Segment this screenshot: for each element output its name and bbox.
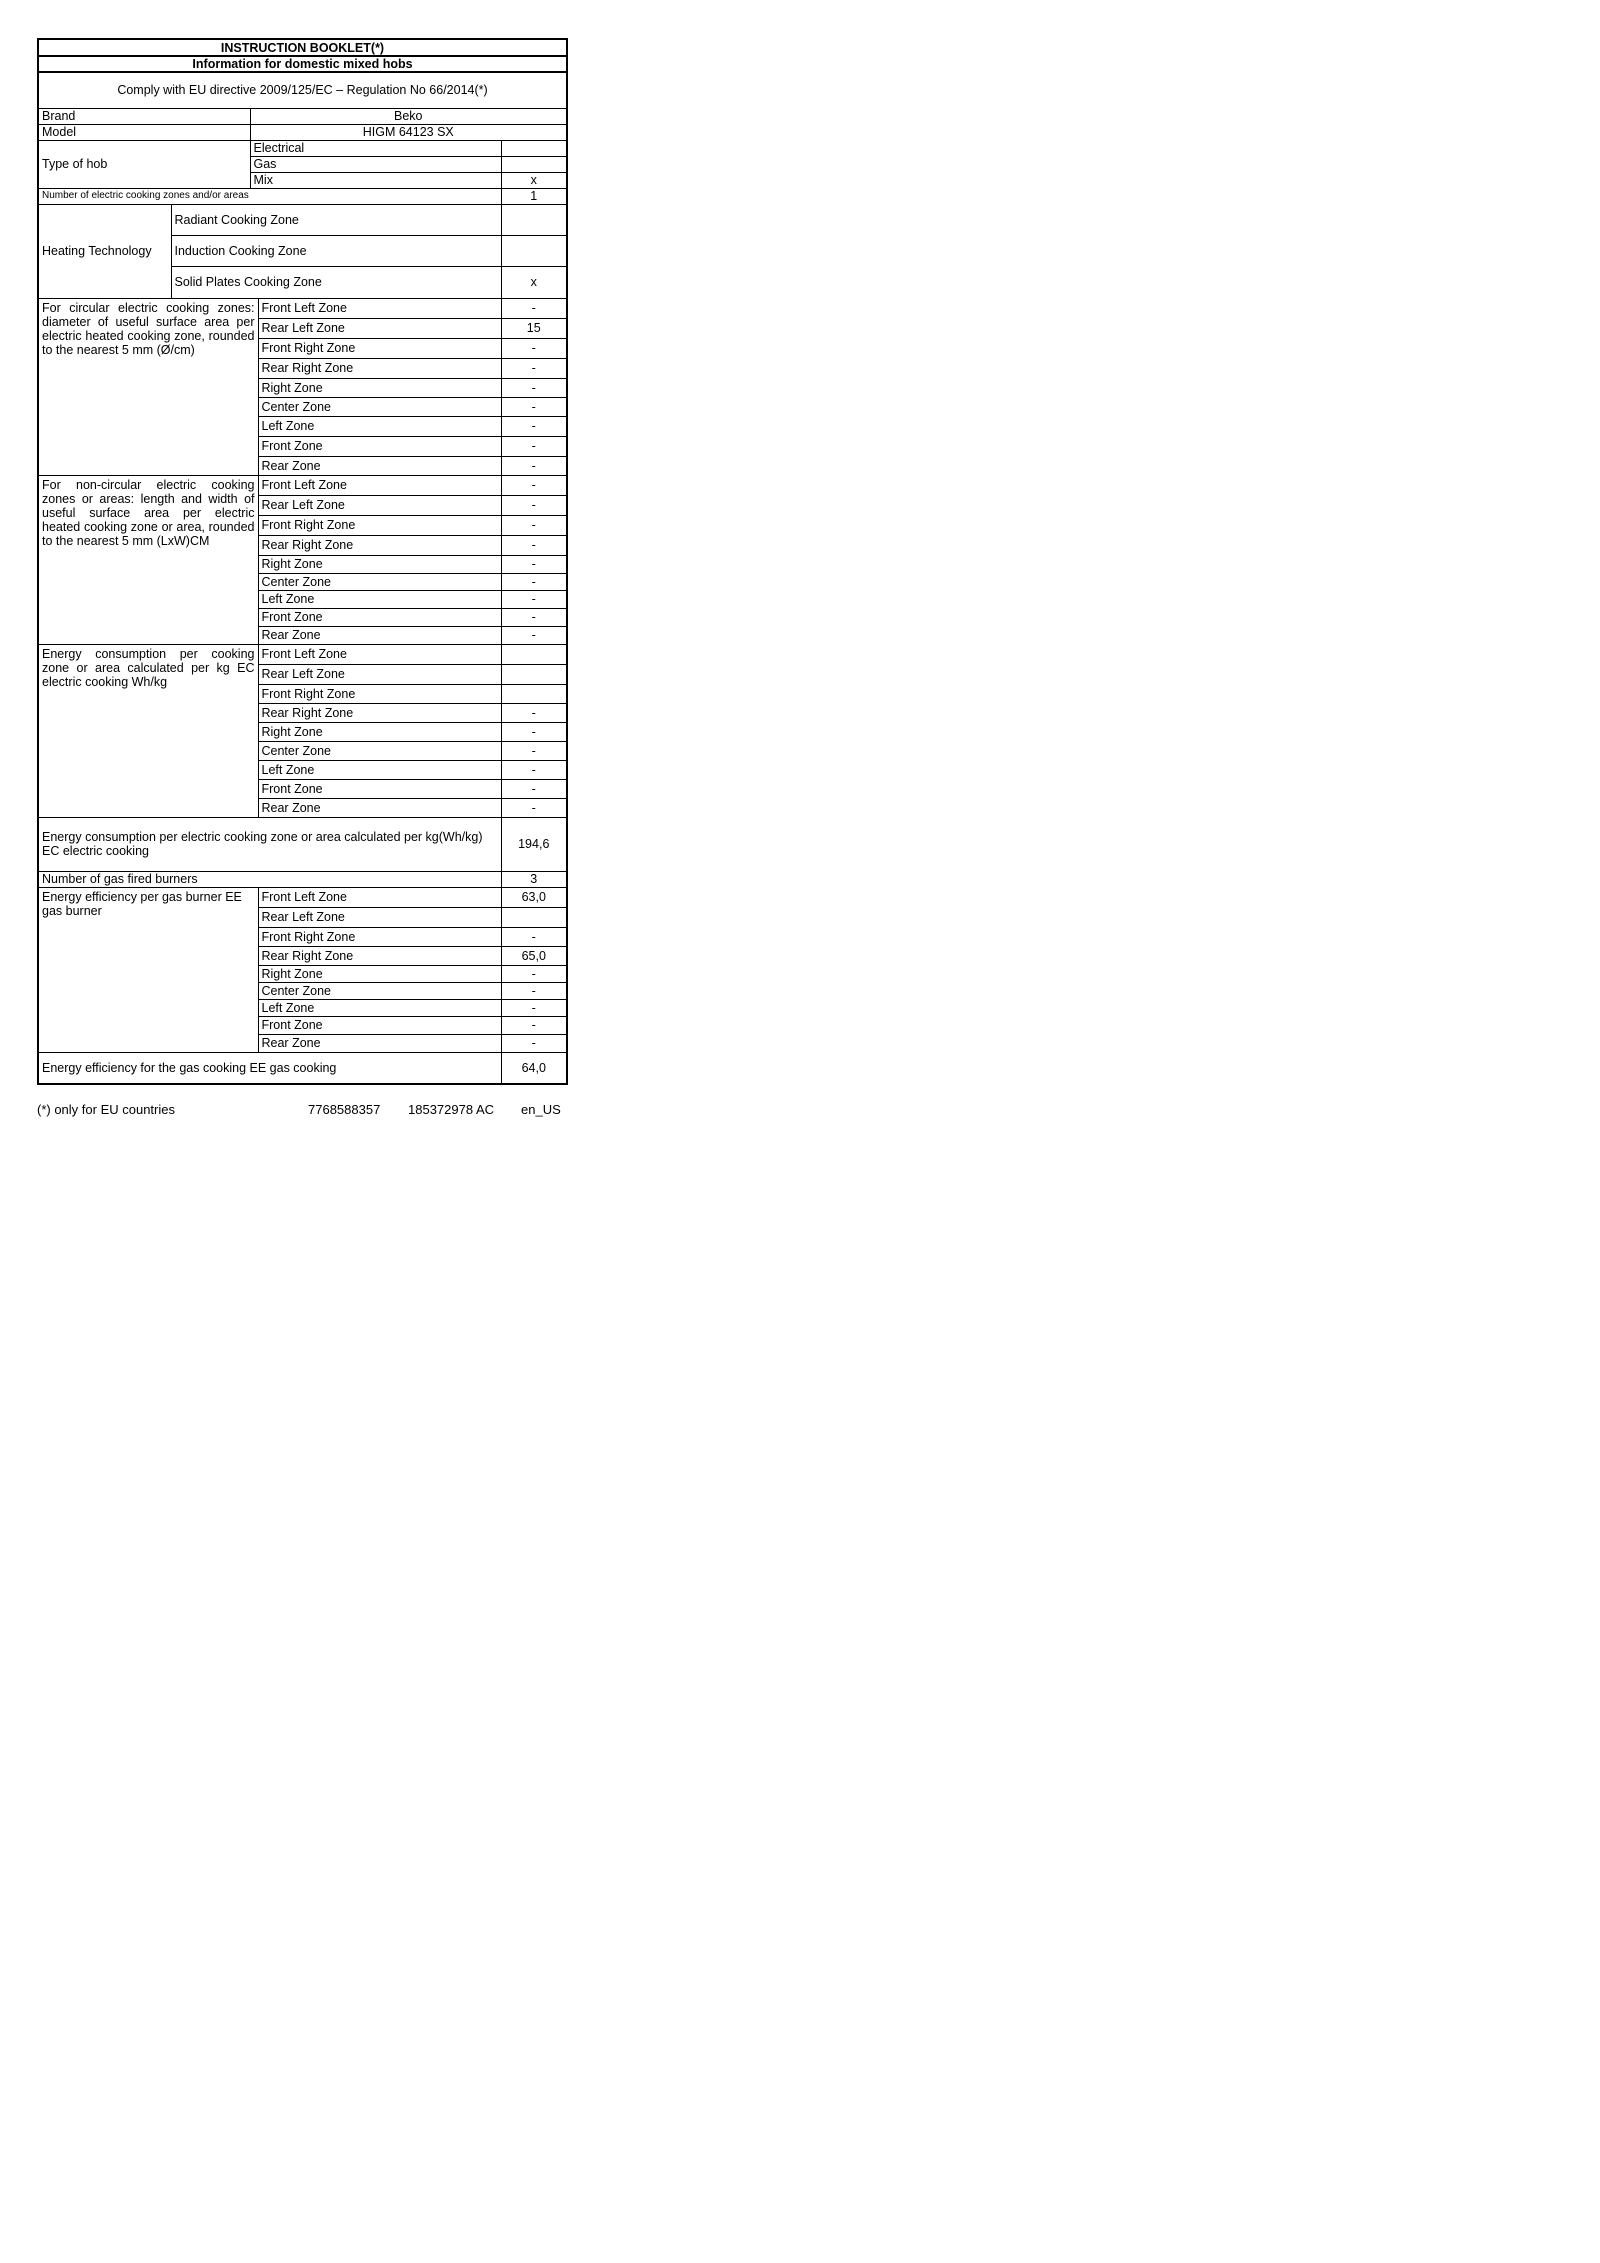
heating-technology-option: Induction Cooking Zone: [171, 235, 501, 266]
hob-type-mark: x: [501, 172, 567, 188]
model-value: HIGM 64123 SX: [250, 124, 567, 140]
zone-name: Front Left Zone: [258, 475, 501, 495]
zone-value: -: [501, 779, 567, 798]
zone-name: Rear Left Zone: [258, 495, 501, 515]
compliance-note: Comply with EU directive 2009/125/EC – Regulation No 66/2014(*): [38, 72, 567, 108]
hob-type-option: Gas: [250, 156, 501, 172]
zone-name: Rear Left Zone: [258, 907, 501, 927]
zone-value: [501, 644, 567, 664]
footer-code: 185372978 AC: [408, 1102, 495, 1117]
heating-technology-mark: [501, 204, 567, 235]
booklet-title: INSTRUCTION BOOKLET(*): [38, 39, 567, 56]
zone-value: -: [501, 927, 567, 946]
footer-code: 7768588357: [308, 1102, 381, 1117]
zone-name: Rear Zone: [258, 1034, 501, 1052]
zone-name: Rear Right Zone: [258, 358, 501, 378]
gas-burners-count-value: 3: [501, 871, 567, 887]
zone-name: Front Right Zone: [258, 927, 501, 946]
zone-name: Rear Right Zone: [258, 946, 501, 965]
zone-value: -: [501, 495, 567, 515]
zone-value: -: [501, 1016, 567, 1034]
energy-total-value: 194,6: [501, 817, 567, 871]
zone-value: -: [501, 1034, 567, 1052]
electric-zones-count-label: Number of electric cooking zones and/or areas: [38, 188, 501, 204]
zone-name: Right Zone: [258, 965, 501, 982]
zone-value: -: [501, 456, 567, 475]
zone-value: [501, 684, 567, 703]
zone-value: -: [501, 741, 567, 760]
zone-value: -: [501, 608, 567, 626]
zone-name: Front Left Zone: [258, 887, 501, 907]
zone-name: Front Zone: [258, 608, 501, 626]
zone-value: -: [501, 999, 567, 1016]
zone-name: Front Right Zone: [258, 338, 501, 358]
zone-value: -: [501, 515, 567, 535]
hob-info-table: [37, 38, 568, 1085]
zone-name: Rear Zone: [258, 798, 501, 817]
zone-name: Rear Left Zone: [258, 318, 501, 338]
hob-type-option: Mix: [250, 172, 501, 188]
gas-efficiency-label: Energy efficiency per gas burner EE gas burner: [38, 887, 258, 1052]
zone-value: 65,0: [501, 946, 567, 965]
zone-value: -: [501, 722, 567, 741]
zone-name: Front Zone: [258, 779, 501, 798]
zone-value: -: [501, 703, 567, 722]
zone-value: -: [501, 626, 567, 644]
zone-name: Rear Zone: [258, 456, 501, 475]
zone-value: -: [501, 436, 567, 456]
hob-information-sheet: [37, 38, 566, 1085]
zone-name: Center Zone: [258, 573, 501, 590]
zone-name: Right Zone: [258, 722, 501, 741]
zone-value: -: [501, 338, 567, 358]
zone-value: -: [501, 535, 567, 555]
heating-technology-mark: [501, 235, 567, 266]
zone-value: [501, 907, 567, 927]
zone-value: 63,0: [501, 887, 567, 907]
footer-note: (*) only for EU countries: [37, 1102, 175, 1117]
zone-name: Rear Left Zone: [258, 664, 501, 684]
zone-value: -: [501, 590, 567, 608]
energy-per-zone-label: Energy consumption per cooking zone or area calculated per kg EC electric cooking Wh/kg: [38, 644, 258, 817]
zone-value: [501, 664, 567, 684]
page-footer: [37, 1100, 566, 1120]
electric-zones-count-value: 1: [501, 188, 567, 204]
zone-value: -: [501, 358, 567, 378]
zone-name: Front Right Zone: [258, 684, 501, 703]
zone-name: Left Zone: [258, 999, 501, 1016]
zone-name: Rear Right Zone: [258, 703, 501, 722]
circular-zones-label: For circular electric cooking zones: diameter of useful surface area per electric heated cooking zone, rounded to the nearest 5 mm (Ø/cm): [38, 298, 258, 475]
zone-name: Front Left Zone: [258, 298, 501, 318]
zone-value: -: [501, 982, 567, 999]
zone-value: -: [501, 760, 567, 779]
footer-locale: en_US: [521, 1102, 561, 1117]
zone-name: Front Zone: [258, 1016, 501, 1034]
zone-value: -: [501, 298, 567, 318]
zone-value: -: [501, 555, 567, 573]
gas-burners-count-label: Number of gas fired burners: [38, 871, 501, 887]
model-label: Model: [38, 124, 250, 140]
zone-name: Rear Zone: [258, 626, 501, 644]
gas-total-label: Energy efficiency for the gas cooking EE gas cooking: [38, 1052, 501, 1084]
zone-name: Right Zone: [258, 378, 501, 397]
energy-total-label: Energy consumption per electric cooking zone or area calculated per kg(Wh/kg) EC electric cooking: [38, 817, 501, 871]
zone-name: Front Right Zone: [258, 515, 501, 535]
zone-value: -: [501, 798, 567, 817]
zone-value: -: [501, 416, 567, 436]
zone-value: -: [501, 397, 567, 416]
noncircular-zones-label: For non-circular electric cooking zones or areas: length and width of useful surface area per electric heated cooking zone or area, rounded to the nearest 5 mm (LxW)CM: [38, 475, 258, 644]
heating-technology-label: Heating Technology: [38, 204, 171, 298]
zone-name: Right Zone: [258, 555, 501, 573]
zone-name: Left Zone: [258, 590, 501, 608]
zone-name: Center Zone: [258, 982, 501, 999]
heating-technology-option: Radiant Cooking Zone: [171, 204, 501, 235]
zone-name: Front Zone: [258, 436, 501, 456]
zone-name: Center Zone: [258, 741, 501, 760]
brand-value: Beko: [250, 108, 567, 124]
heating-technology-option: Solid Plates Cooking Zone: [171, 266, 501, 298]
zone-name: Front Left Zone: [258, 644, 501, 664]
hob-type-option: Electrical: [250, 140, 501, 156]
zone-value: 15: [501, 318, 567, 338]
heating-technology-mark: x: [501, 266, 567, 298]
hob-type-mark: [501, 156, 567, 172]
zone-value: -: [501, 965, 567, 982]
zone-name: Left Zone: [258, 416, 501, 436]
zone-name: Left Zone: [258, 760, 501, 779]
zone-name: Rear Right Zone: [258, 535, 501, 555]
zone-value: -: [501, 573, 567, 590]
gas-total-value: 64,0: [501, 1052, 567, 1084]
zone-value: -: [501, 475, 567, 495]
hob-type-label: Type of hob: [38, 140, 250, 188]
zone-value: -: [501, 378, 567, 397]
brand-label: Brand: [38, 108, 250, 124]
zone-name: Center Zone: [258, 397, 501, 416]
hob-type-mark: [501, 140, 567, 156]
booklet-subtitle: Information for domestic mixed hobs: [38, 56, 567, 72]
